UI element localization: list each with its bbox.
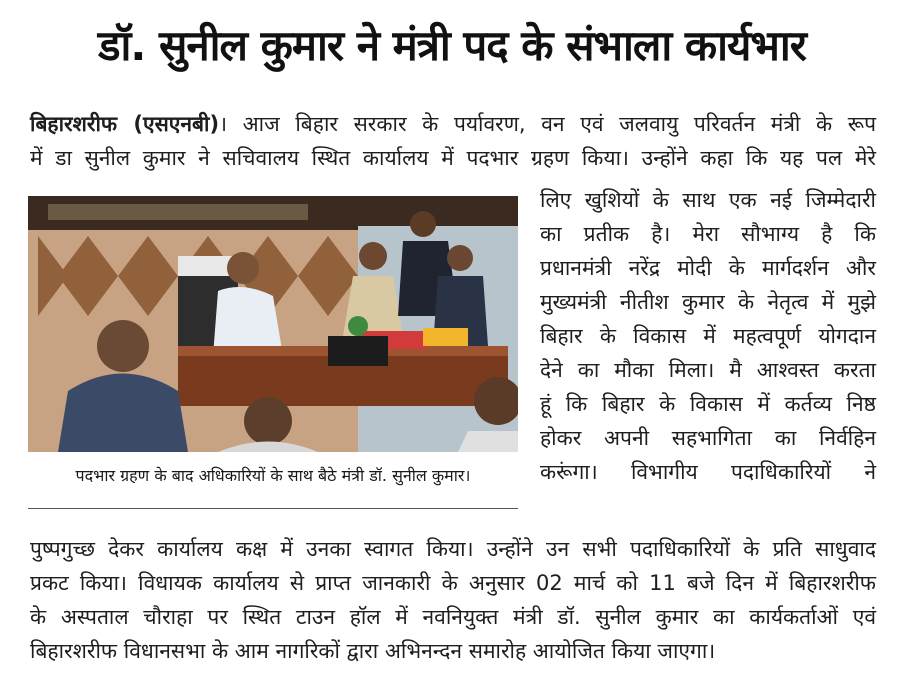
caption-divider [28, 508, 518, 509]
news-photo [28, 196, 518, 452]
column-line: का प्रतीक है। मेरा सौभाग्य है कि [540, 222, 876, 246]
column-line: लिए खुशियों के साथ एक नई जिम्मेदारी [540, 188, 876, 212]
bottom-line: के अस्पताल चौराहा पर स्थित टाउन हॉल में नवनियुक्त मंत्री डॉ. सुनील कुमार का कार्यकर्ताओं एवं [30, 605, 876, 629]
column-line: होकर अपनी सहभागिता का निर्वहिन [540, 426, 876, 450]
column-line: मुख्यमंत्री नीतीश कुमार के नेतृत्व में मुझे [540, 290, 876, 314]
headline: डॉ. सुनील कुमार ने मंत्री पद के संभाला कार्यभार [98, 21, 806, 70]
article-line-1 [30, 107, 876, 141]
bottom-line: प्रकट किया। विधायक कार्यालय से प्राप्त जानकारी के अनुसार 02 मार्च को 11 बजे दिन में बिहारशरीफ [30, 571, 876, 595]
article-line-2: में डा सुनील कुमार ने सचिवालय स्थित कार्यालय में पदभार ग्रहण किया। उन्होंने कहा कि यह पल मेरे [30, 146, 876, 170]
column-line: करूंगा। विभागीय पदाधिकारियों ने [540, 460, 876, 484]
column-line: देने का मौका मिला। मै आश्वस्त करता [540, 358, 876, 382]
bottom-line: पुष्पगुच्छ देकर कार्यालय कक्ष में उनका स्वागत किया। उन्होंने उन सभी पदाधिकारियों के प्रति साधुवाद [30, 537, 876, 561]
dateline: बिहारशरीफ (एसएनबी) [30, 112, 220, 136]
column-line: बिहार के विकास में महत्वपूर्ण योगदान [540, 324, 876, 348]
photo-illustration [28, 196, 518, 452]
photo-caption: पदभार ग्रहण के बाद अधिकारियों के साथ बैठे मंत्री डॉ. सुनील कुमार। [75, 466, 471, 485]
column-line: प्रधानमंत्री नरेंद्र मोदी के मार्गदर्शन और [540, 256, 876, 280]
column-line: हूं कि बिहार के विकास में कर्तव्य निष्ठ [540, 392, 876, 416]
article-line-1-text: । आज बिहार सरकार के पर्यावरण, वन एवं जलवायु परिवर्तन मंत्री के रूप [219, 112, 876, 136]
bottom-line: बिहारशरीफ विधानसभा के आम नागरिकों द्वारा अभिनन्दन समारोह आयोजित किया जाएगा। [30, 639, 716, 663]
